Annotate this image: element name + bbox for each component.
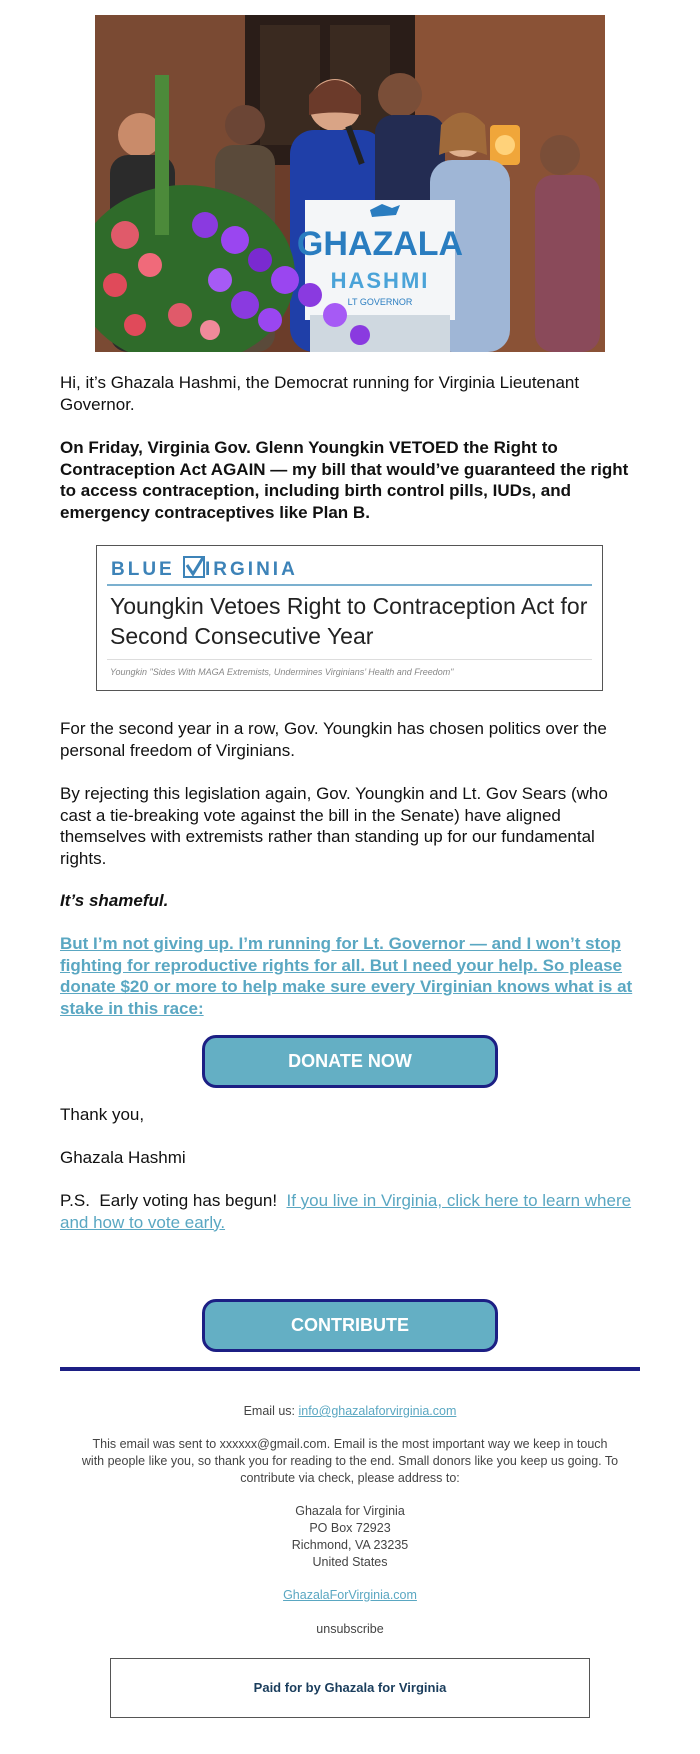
footer-notice	[80, 1436, 620, 1487]
hero-photo	[95, 15, 605, 352]
address-city: Richmond, VA 23235	[291, 1538, 409, 1552]
veto-line-2: Contraception Act AGAIN — my bill that would’ve guaranteed the right	[60, 459, 629, 479]
address-name: Ghazala for Virginia	[295, 1504, 405, 1518]
thank-you-paragraph	[60, 1104, 640, 1126]
email-label: Email us:	[243, 1404, 299, 1418]
sign-line-3: LT GOVERNOR	[347, 297, 413, 307]
ps-text: P.S. Early voting has begun!	[60, 1191, 287, 1210]
ask-paragraph	[60, 933, 640, 1019]
politics-paragraph	[60, 718, 640, 761]
rejecting-paragraph	[60, 783, 640, 869]
paid-for-box	[110, 1658, 590, 1718]
signature-text: Ghazala Hashmi	[60, 1148, 186, 1167]
donate-now-button[interactable]	[202, 1035, 498, 1088]
intro-text: Hi, it’s Ghazala Hashmi, the Democrat running for Virginia Lieutenant Governor.	[60, 373, 580, 414]
footer-email	[80, 1403, 620, 1420]
headline-line-2: Second Consecutive Year	[110, 623, 374, 649]
footer-website	[80, 1587, 620, 1604]
donate-ask-link[interactable]: But I’m not giving up. I’m running for Lt. Governor — and I won’t stop fighting for reproductive rights for all. But I need your help. So please donate $20 or more to help make sure every Virginian knows what is at stake in this race:	[60, 934, 633, 1018]
logo-text-irginia: IRGINIA	[205, 559, 298, 580]
headline-line-1: Youngkin Vetoes Right to Contraception Act for	[110, 593, 588, 619]
card-divider-2	[107, 659, 592, 660]
veto-line-3: to access contraception, including birth control pills, IUDs, and	[60, 481, 572, 500]
article-headline	[110, 591, 590, 651]
email-link[interactable]: info@ghazalaforvirginia.com	[298, 1404, 457, 1418]
notice-text: This email was sent to xxxxxx@gmail.com. Email is the most important way we keep in touch with people like you, so thank you for reading to the end. Small donors like you keep us going. To contribute via check, please address to:	[81, 1437, 619, 1485]
thank-you-text: Thank you,	[60, 1105, 145, 1124]
article-subheadline: Youngkin "Sides With MAGA Extremists, Undermines Virginians’ Health and Freedom"	[110, 667, 454, 677]
veto-line-4: emergency contraceptives like Plan B.	[60, 502, 370, 522]
logo-text-blue: BLUE	[111, 559, 175, 580]
veto-paragraph	[60, 437, 640, 523]
address-po-box: PO Box 72923	[309, 1521, 391, 1535]
veto-line-1: On Friday, Virginia Gov. Glenn Youngkin VETOED the Right to	[60, 438, 558, 457]
news-article-card[interactable]	[96, 545, 603, 691]
early-voting-link[interactable]: If you live in Virginia, click here to learn where and how to vote early.	[60, 1191, 632, 1232]
contribute-label: CONTRIBUTE	[291, 1315, 409, 1335]
ps-paragraph	[60, 1190, 640, 1233]
sign-line-2: HASHMI	[330, 268, 430, 293]
paid-for-text: Paid for by Ghazala for Virginia	[253, 1680, 447, 1695]
blue-virginia-logo	[111, 556, 298, 584]
unsubscribe-link[interactable]: unsubscribe	[316, 1622, 384, 1636]
shameful-text: It’s shameful.	[60, 891, 169, 910]
footer-unsubscribe	[80, 1621, 620, 1638]
donate-now-label: DONATE NOW	[288, 1051, 412, 1071]
checkbox-v-icon	[183, 556, 205, 584]
intro-paragraph	[60, 372, 640, 415]
website-link[interactable]: GhazalaForVirginia.com	[283, 1588, 417, 1602]
footer-address	[80, 1503, 620, 1571]
rejecting-text: By rejecting this legislation again, Gov. Youngkin and Lt. Gov Sears (who cast a tie-breaking vote against the bill in the Senate) have aligned themselves with extremists rather than standing up for our fundamental rights.	[60, 784, 608, 868]
politics-text: For the second year in a row, Gov. Youngkin has chosen politics over the personal freedom of Virginians.	[60, 719, 607, 760]
contribute-button[interactable]	[202, 1299, 498, 1352]
sign-line-1: GHAZALA	[296, 225, 464, 263]
card-divider	[107, 584, 592, 586]
shameful-paragraph	[60, 890, 640, 912]
footer-divider	[60, 1367, 640, 1371]
address-country: United States	[312, 1555, 388, 1569]
signature-paragraph	[60, 1147, 640, 1169]
